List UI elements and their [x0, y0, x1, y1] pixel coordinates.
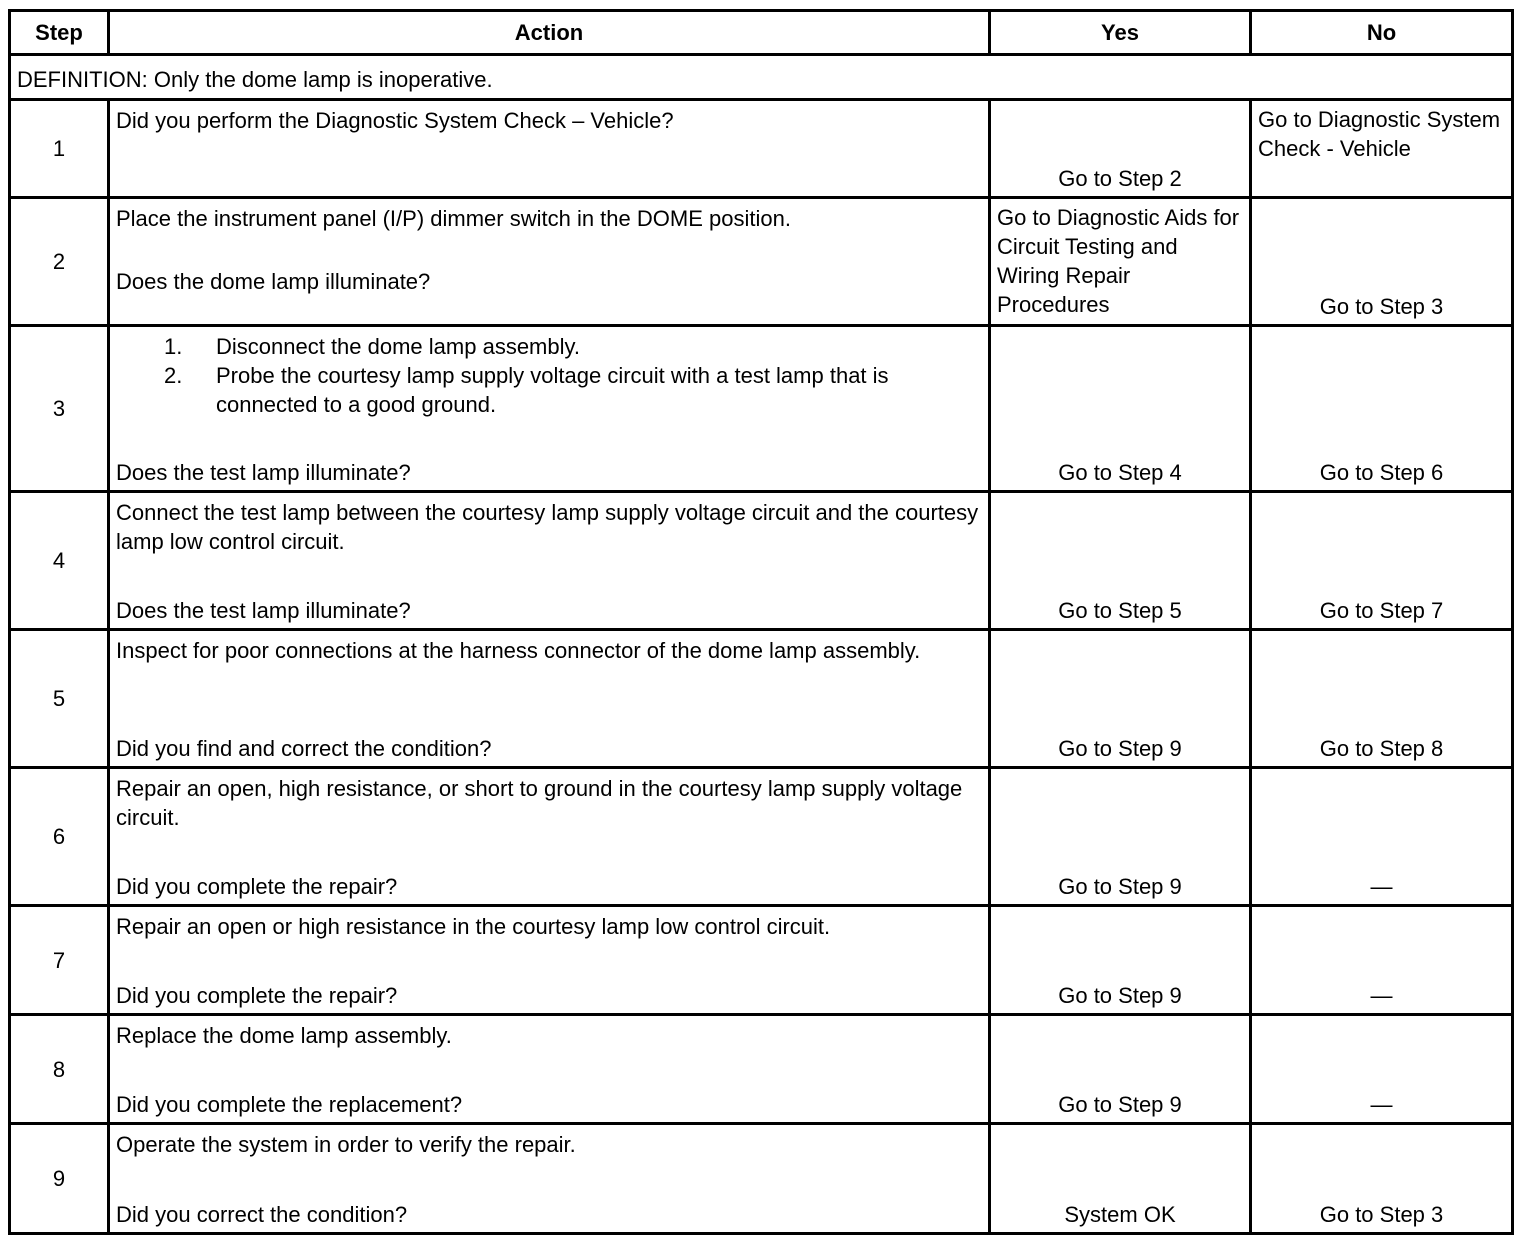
table-row [10, 630, 1513, 768]
substep-text: Disconnect the dome lamp assembly. [216, 334, 580, 359]
yes-result: Go to Diagnostic Aids for Circuit Testing and Wiring Repair Procedures [997, 205, 1240, 317]
yes-result: Go to Step 9 [1058, 1092, 1182, 1117]
no-result: Go to Step 7 [1319, 598, 1444, 623]
question-text: Did you find and correct the condition? [116, 736, 492, 761]
step-number: 6 [10, 768, 109, 906]
yes-cell [990, 768, 1251, 906]
table-row [10, 492, 1513, 630]
no-cell [1251, 906, 1513, 1015]
step-number: 2 [10, 198, 109, 326]
step-number: 9 [10, 1124, 109, 1234]
yes-cell [990, 630, 1251, 768]
action-text: Place the instrument panel (I/P) dimmer switch in the DOME position. [116, 206, 791, 231]
no-cell [1251, 1015, 1513, 1124]
yes-result: Go to Step 9 [1058, 736, 1182, 761]
action-cell [109, 1015, 990, 1124]
substep-number: 1. [164, 334, 183, 359]
yes-result: Go to Step 2 [1058, 166, 1182, 191]
action-text: Connect the test lamp between the courtesy lamp supply voltage circuit and the courtesy lamp low control circuit. [116, 500, 979, 554]
yes-cell [990, 326, 1251, 492]
table-row [10, 198, 1513, 326]
no-cell [1251, 100, 1513, 198]
substep [164, 332, 982, 361]
table-row [10, 768, 1513, 906]
question-text: Does the test lamp illuminate? [116, 598, 411, 623]
yes-result: Go to Step 4 [1058, 460, 1182, 485]
table-row [10, 100, 1513, 198]
action-cell [109, 198, 990, 326]
yes-cell [990, 492, 1251, 630]
no-cell [1251, 1124, 1513, 1234]
action-text: Operate the system in order to verify the repair. [116, 1132, 576, 1157]
yes-cell [990, 100, 1251, 198]
step-number: 1 [10, 100, 109, 198]
no-result: Go to Step 3 [1319, 294, 1444, 319]
yes-result: System OK [1064, 1202, 1176, 1227]
no-result: — [1370, 1092, 1393, 1117]
substep-number: 2. [164, 363, 183, 388]
no-cell [1251, 198, 1513, 326]
yes-cell [990, 906, 1251, 1015]
question-text: Did you complete the replacement? [116, 1092, 463, 1117]
substep-list [116, 332, 982, 419]
no-cell [1251, 630, 1513, 768]
no-result: Go to Step 6 [1319, 460, 1444, 485]
action-cell [109, 1124, 990, 1234]
question-text: Did you complete the repair? [116, 874, 398, 899]
yes-cell [990, 198, 1251, 326]
yes-result: Go to Step 9 [1058, 874, 1182, 899]
step-number: 7 [10, 906, 109, 1015]
action-cell [109, 100, 990, 198]
yes-result: Go to Step 9 [1058, 983, 1182, 1008]
substep-text: Probe the courtesy lamp supply voltage circuit with a test lamp that is connected to a good ground. [216, 363, 889, 417]
question-text: Did you complete the repair? [116, 983, 398, 1008]
action-cell [109, 630, 990, 768]
no-result: — [1370, 983, 1393, 1008]
no-result: Go to Step 3 [1319, 1202, 1444, 1227]
no-cell [1251, 768, 1513, 906]
action-cell [109, 492, 990, 630]
header-no: No [1251, 11, 1513, 55]
action-text: Replace the dome lamp assembly. [116, 1023, 452, 1048]
definition-row [10, 55, 1513, 100]
header-action: Action [109, 11, 990, 55]
substep [164, 361, 982, 419]
action-text: Inspect for poor connections at the harness connector of the dome lamp assembly. [116, 638, 921, 663]
step-number: 4 [10, 492, 109, 630]
step-number: 5 [10, 630, 109, 768]
action-text: Did you perform the Diagnostic System Check – Vehicle? [116, 108, 674, 133]
yes-cell [990, 1015, 1251, 1124]
no-result: Go to Step 8 [1319, 736, 1444, 761]
table-row [10, 1015, 1513, 1124]
table-row [10, 1124, 1513, 1234]
yes-result: Go to Step 5 [1058, 598, 1182, 623]
diagnostic-table [8, 9, 1514, 1235]
header-yes: Yes [990, 11, 1251, 55]
table-row [10, 906, 1513, 1015]
action-text: Repair an open or high resistance in the courtesy lamp low control circuit. [116, 914, 831, 939]
no-cell [1251, 492, 1513, 630]
step-number: 3 [10, 326, 109, 492]
header-step: Step [10, 11, 109, 55]
yes-cell [990, 1124, 1251, 1234]
action-cell [109, 906, 990, 1015]
no-result: — [1370, 874, 1393, 899]
question-text: Does the test lamp illuminate? [116, 460, 411, 485]
question-text: Does the dome lamp illuminate? [116, 269, 431, 294]
action-cell [109, 326, 990, 492]
question-text: Did you correct the condition? [116, 1202, 408, 1227]
no-cell [1251, 326, 1513, 492]
action-text: Repair an open, high resistance, or short to ground in the courtesy lamp supply voltage circuit. [116, 776, 963, 830]
table-row [10, 326, 1513, 492]
no-result: Go to Diagnostic System Check - Vehicle [1258, 107, 1501, 161]
step-number: 8 [10, 1015, 109, 1124]
header-row [10, 11, 1513, 55]
definition-text: DEFINITION: Only the dome lamp is inoperative. [10, 55, 1513, 100]
action-cell [109, 768, 990, 906]
